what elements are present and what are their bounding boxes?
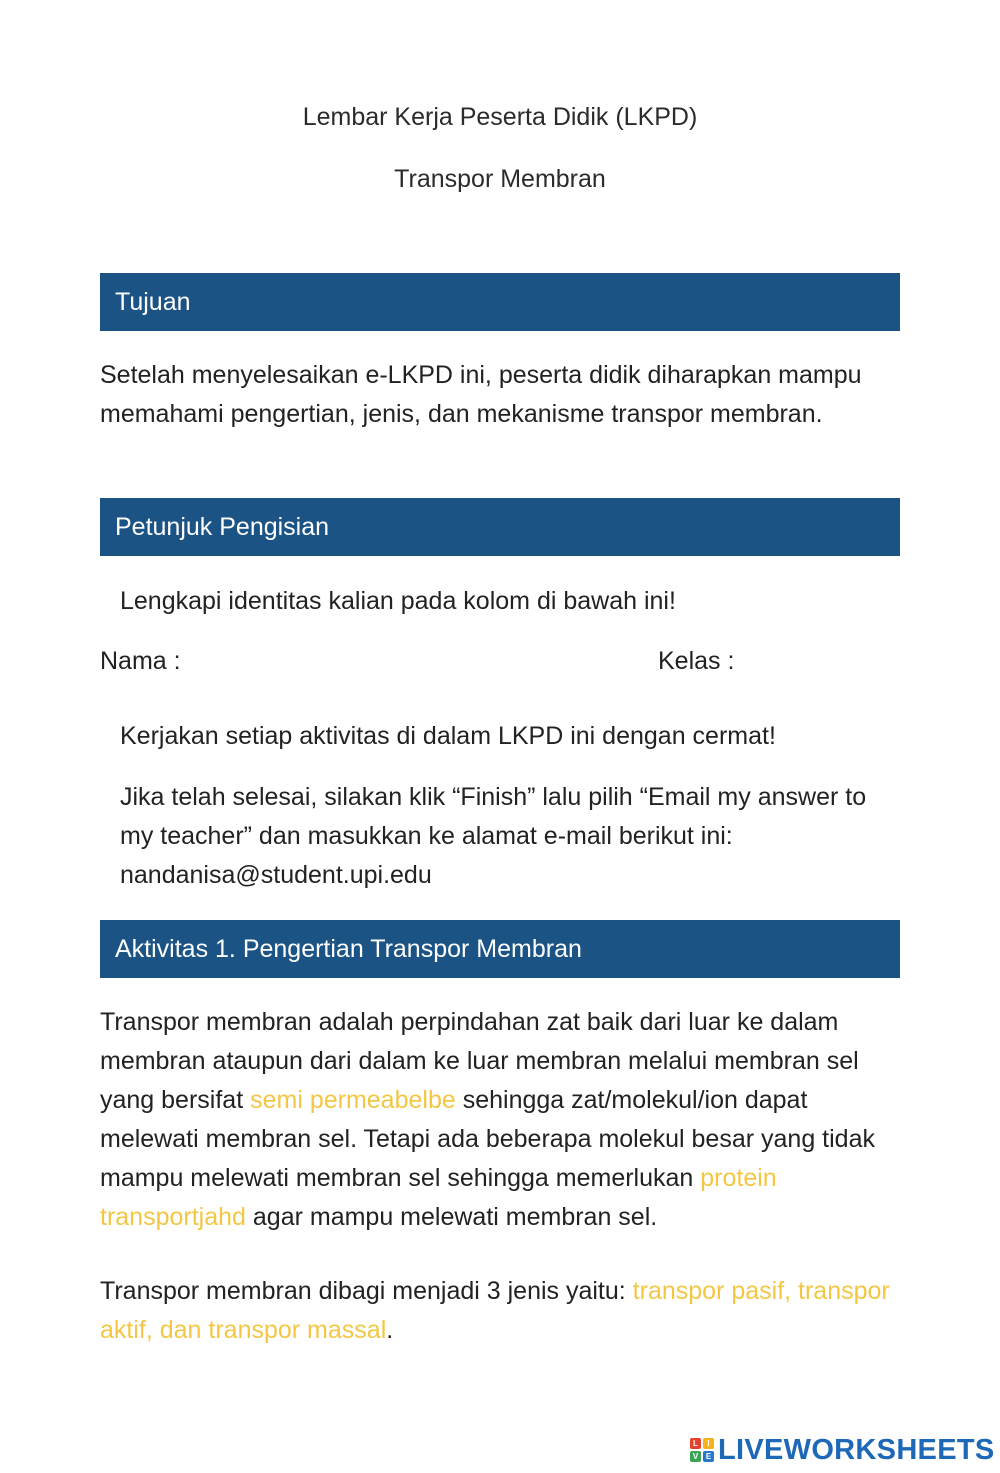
liveworksheets-wordmark: LIVEWORKSHEETS [718, 1433, 995, 1466]
logo-letter-i: I [703, 1438, 714, 1449]
answer-blank-3[interactable]: transpor pasif, transpor aktif, dan transpor massal [100, 1277, 890, 1344]
aktivitas1-paragraph1 [100, 1003, 900, 1237]
instruction-submit: Jika telah selesai, silakan klik “Finish” lalu pilih “Email my answer to my teacher” dan masukkan ke alamat e-mail berikut ini: nandanisa@student.upi.edu [120, 783, 867, 889]
kelas-label: Kelas : [658, 647, 735, 675]
aktivitas1-paragraph2 [100, 1272, 900, 1350]
instruction-identity: Lengkapi identitas kalian pada kolom di bawah ini! [120, 587, 676, 615]
section-header-aktivitas1: Aktivitas 1. Pengertian Transpor Membran [100, 920, 900, 978]
aktivitas1-p2-text-part2: . [386, 1316, 394, 1344]
aktivitas1-text-part2: sehingga zat/molekul/ion dapat melewati membran sel. Tetapi ada beberapa molekul besar yang tidak mampu melewati membran sel sehingga memerlukan [100, 1086, 875, 1192]
logo-letter-e: E [703, 1451, 714, 1462]
document-subtitle: Transpor Membran [394, 165, 606, 193]
aktivitas1-p2-text-part1: Transpor membran dibagi menjadi 3 jenis yaitu: [100, 1277, 633, 1305]
document-title: Lembar Kerja Peserta Didik (LKPD) [302, 103, 698, 131]
aktivitas1-text-part3: agar mampu melewati membran sel. [245, 1203, 658, 1231]
section-header-petunjuk: Petunjuk Pengisian [100, 498, 900, 556]
logo-letter-v: V [690, 1451, 701, 1462]
logo-letter-l: L [690, 1438, 701, 1449]
section-header-tujuan: Tujuan [100, 273, 900, 331]
answer-blank-1[interactable]: semi permeabelbe [250, 1086, 456, 1114]
aktivitas1-text-part1: Transpor membran adalah perpindahan zat baik dari luar ke dalam membran ataupun dari dalam ke luar membran melalui membran sel yang bersifat [100, 1008, 859, 1114]
liveworksheets-mark-icon [690, 1438, 714, 1462]
liveworksheets-logo [690, 1432, 995, 1468]
answer-blank-2[interactable]: protein transportjahd [100, 1164, 777, 1231]
tujuan-text: Setelah menyelesaikan e-LKPD ini, peserta didik diharapkan mampu memahami pengertian, jenis, dan mekanisme transpor membran. [100, 361, 862, 428]
nama-label: Nama : [100, 647, 181, 675]
instruction-careful: Kerjakan setiap aktivitas di dalam LKPD ini dengan cermat! [120, 722, 776, 750]
